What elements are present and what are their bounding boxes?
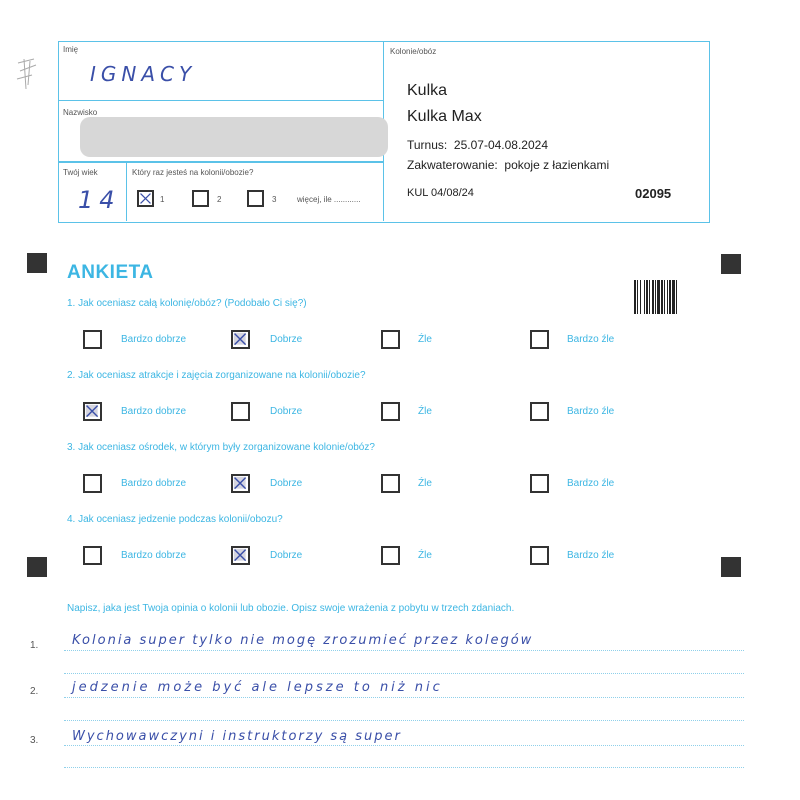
question-3-option-bardzo-dobrze: Bardzo dobrze — [121, 478, 187, 489]
barcode-bar — [646, 280, 648, 314]
bottom-row-divider — [58, 161, 383, 162]
barcode-bar — [676, 280, 677, 314]
ktory-raz-option-1: 1 — [160, 195, 165, 204]
wiek-divider — [126, 161, 127, 221]
opinion-line-number-3: 3. — [30, 735, 39, 746]
question-4-checkbox-bardzo-le[interactable] — [530, 546, 549, 565]
camp-name-1: Kulka — [407, 82, 448, 99]
question-1: 1. Jak oceniasz całą kolonię/obóz? (Podobało Ci się?) — [67, 298, 307, 309]
registration-marker-top-right — [721, 254, 741, 274]
barcode-bar — [661, 280, 663, 314]
turnus-row — [407, 138, 548, 152]
registration-marker-bottom-right — [721, 557, 741, 577]
barcode-bar — [667, 280, 668, 314]
checkmark-x-icon — [233, 332, 248, 347]
registration-marker-bottom-left — [27, 557, 47, 577]
opinion-line-number-1: 1. — [30, 640, 39, 651]
question-1-checkbox-dobrze[interactable] — [231, 330, 250, 349]
question-4-checkbox-bardzo-dobrze[interactable] — [83, 546, 102, 565]
barcode-bar — [669, 280, 671, 314]
zakwaterowanie-row — [407, 158, 609, 172]
camp-name-2: Kulka Max — [407, 108, 482, 125]
question-2-option-bardzo-dobrze: Bardzo dobrze — [121, 406, 187, 417]
barcode-bar — [657, 280, 660, 314]
barcode — [634, 280, 690, 319]
question-2: 2. Jak oceniasz atrakcje i zajęcia zorganizowane na kolonii/obozie? — [67, 370, 366, 381]
barcode-bar — [652, 280, 654, 314]
question-1-checkbox--le[interactable] — [381, 330, 400, 349]
imie-label: Imię — [63, 45, 79, 54]
turnus-label: Turnus: — [407, 138, 448, 152]
question-2-option-bardzo-le: Bardzo źle — [567, 406, 615, 417]
ktory-raz-option-3: 3 — [272, 195, 277, 204]
barcode-bar — [664, 280, 665, 314]
opinion-dotline-1b — [64, 673, 744, 674]
wiek-value[interactable]: 14 — [78, 186, 121, 214]
ktory-raz-option-2: 2 — [217, 195, 222, 204]
barcode-bar — [672, 280, 675, 314]
question-1-option-bardzo-dobrze: Bardzo dobrze — [121, 334, 187, 345]
question-4-option-bardzo-le: Bardzo źle — [567, 550, 615, 561]
question-1-option-bardzo-le: Bardzo źle — [567, 334, 615, 345]
ktory-raz-option-more: więcej, ile ............ — [297, 195, 361, 204]
question-1-option--le: Źle — [418, 334, 432, 345]
question-3-option-bardzo-le: Bardzo źle — [567, 478, 615, 489]
question-4: 4. Jak oceniasz jedzenie podczas kolonii/obozu? — [67, 514, 283, 525]
question-3-option-dobrze: Dobrze — [270, 478, 303, 489]
ktory-raz-checkbox-2[interactable] — [192, 190, 209, 207]
turnus-value: 25.07-04.08.2024 — [453, 138, 549, 152]
question-4-checkbox-dobrze[interactable] — [231, 546, 250, 565]
imie-divider — [58, 100, 383, 101]
question-2-checkbox--le[interactable] — [381, 402, 400, 421]
question-3-option--le: Źle — [418, 478, 432, 489]
camp-number: 02095 — [635, 186, 672, 201]
opinion-line-2[interactable]: jedzenie może być ale lepsze to niż nic — [72, 680, 443, 695]
checkmark-x-icon — [233, 548, 248, 563]
question-1-checkbox-bardzo-le[interactable] — [530, 330, 549, 349]
camp-label: Kolonie/obóz — [390, 47, 437, 56]
opinion-dotline-2 — [64, 697, 744, 698]
zakwaterowanie-label: Zakwaterowanie: — [407, 158, 498, 172]
question-3: 3. Jak oceniasz ośrodek, w którym były zorganizowane kolonie/obóz? — [67, 442, 375, 453]
ktory-raz-checkbox-3[interactable] — [247, 190, 264, 207]
opinion-dotline-3 — [64, 745, 744, 746]
checkmark-x-icon — [233, 476, 248, 491]
barcode-bar — [634, 280, 636, 314]
opinion-prompt: Napisz, jaka jest Twoja opinia o kolonii lub obozie. Opisz swoje wrażenia z pobytu w trzech zdaniach. — [67, 603, 515, 614]
question-1-option-dobrze: Dobrze — [270, 334, 303, 345]
opinion-dotline-3b — [64, 767, 744, 768]
barcode-bar — [640, 280, 641, 314]
barcode-bar — [637, 280, 638, 314]
question-4-option--le: Źle — [418, 550, 432, 561]
question-4-checkbox--le[interactable] — [381, 546, 400, 565]
camp-code: KUL 04/08/24 — [407, 187, 474, 199]
question-3-checkbox-dobrze[interactable] — [231, 474, 250, 493]
registration-marker-top-left — [27, 253, 47, 273]
nazwisko-redaction — [80, 117, 388, 157]
question-2-checkbox-bardzo-le[interactable] — [530, 402, 549, 421]
opinion-line-number-2: 2. — [30, 686, 39, 697]
question-3-checkbox-bardzo-dobrze[interactable] — [83, 474, 102, 493]
barcode-bar — [644, 280, 645, 314]
opinion-line-1[interactable]: Kolonia super tylko nie mogę zrozumieć przez kolegów — [72, 633, 534, 648]
ktory-raz-label: Który raz jesteś na kolonii/obozie? — [132, 168, 254, 177]
imie-value[interactable]: IGNACY — [90, 62, 197, 86]
checkmark-x-icon — [85, 404, 100, 419]
nazwisko-label: Nazwisko — [63, 108, 98, 117]
corner-doodle — [14, 55, 40, 100]
opinion-dotline-1 — [64, 650, 744, 651]
opinion-line-3[interactable]: Wychowawczyni i instruktorzy są super — [72, 729, 402, 744]
opinion-dotline-2b — [64, 720, 744, 721]
question-4-option-dobrze: Dobrze — [270, 550, 303, 561]
question-3-checkbox--le[interactable] — [381, 474, 400, 493]
barcode-bar — [655, 280, 656, 314]
question-2-checkbox-dobrze[interactable] — [231, 402, 250, 421]
question-2-option--le: Źle — [418, 406, 432, 417]
ktory-raz-checkbox-1[interactable] — [137, 190, 154, 207]
barcode-bar — [649, 280, 650, 314]
zakwaterowanie-value: pokoje z łazienkami — [504, 158, 610, 172]
survey-title: ANKIETA — [67, 262, 154, 283]
question-3-checkbox-bardzo-le[interactable] — [530, 474, 549, 493]
question-2-checkbox-bardzo-dobrze[interactable] — [83, 402, 102, 421]
question-4-option-bardzo-dobrze: Bardzo dobrze — [121, 550, 187, 561]
checkmark-x-icon — [139, 192, 152, 205]
wiek-label: Twój wiek — [63, 168, 98, 177]
question-2-option-dobrze: Dobrze — [270, 406, 303, 417]
question-1-checkbox-bardzo-dobrze[interactable] — [83, 330, 102, 349]
